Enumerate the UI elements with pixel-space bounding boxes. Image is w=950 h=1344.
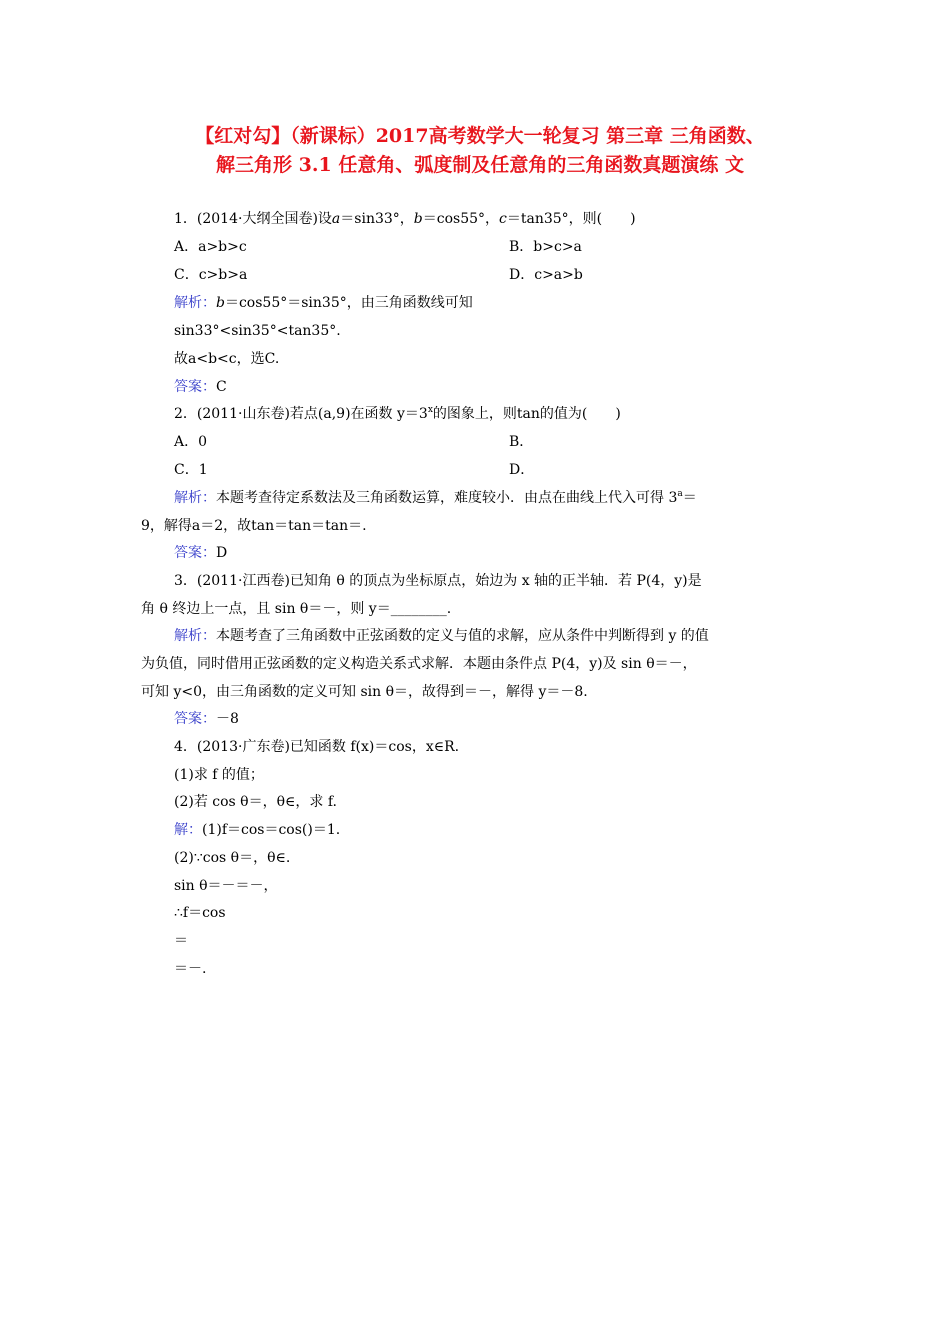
q2-option-d: D． (509, 462, 535, 478)
analysis-label: 解析： (174, 628, 216, 644)
title-line-2: 解三角形 3.1 任意角、弧度制及任意角的三角函数真题演练 文 (216, 154, 744, 176)
q4-solution-line-2: (2)∵cos θ＝，θ∈. (174, 850, 291, 866)
q1-option-c: C．c>b>a (174, 267, 248, 283)
q4-part-1: (1)求 f 的值； (174, 767, 264, 783)
q3-analysis-line-1: 解析：本题考查了三角函数中正弦函数的定义与值的求解，应从条件中判断得到 y 的值 (174, 628, 709, 644)
answer-label: 答案： (174, 711, 216, 727)
answer-label: 答案： (174, 545, 216, 561)
document-title (140, 122, 820, 180)
q1-option-b: B．b>c>a (509, 239, 582, 255)
q3-analysis-line-3: 可知 y<0，由三角函数的定义可知 sin θ＝，故得到＝－，解得 y＝－8. (141, 684, 588, 700)
q4-stem: 4．(2013·广东卷)已知函数 f(x)＝cos，x∈R. (174, 739, 460, 755)
q1-analysis-line-2: sin33°<sin35°<tan35°. (174, 323, 341, 339)
q1-answer: 答案：C (174, 379, 227, 395)
q4-solution-line-3: sin θ＝－＝－， (174, 878, 278, 894)
q1-option-a: A．a>b>c (174, 239, 247, 255)
q1-stem: 1．(2014·大纲全国卷)设a＝sin33°，b＝cos55°，c＝tan35°，则( ) (174, 211, 636, 227)
q2-analysis-line-2: 9，解得a＝2，故tan＝tan＝tan＝. (141, 518, 367, 534)
q3-stem-line-1: 3．(2011·江西卷)已知角 θ 的顶点为坐标原点，始边为 x 轴的正半轴．若 P(4，y)是 (174, 573, 702, 589)
analysis-label: 解析： (174, 295, 216, 311)
q4-solution-line-6: ＝－. (174, 961, 207, 977)
q4-solution-line-5: ＝ (174, 933, 188, 949)
q2-analysis-line-1: 解析：本题考查待定系数法及三角函数运算，难度较小．由点在曲线上代入可得 $3^a=$ (174, 489, 697, 506)
q2-option-b: B． (509, 434, 534, 450)
analysis-label: 解析： (174, 490, 216, 506)
q2-answer: 答案：D (174, 545, 228, 561)
q3-analysis-line-2: 为负值，同时借用正弦函数的定义构造关系式求解．本题由条件点 P(4，y)及 sin θ＝－， (141, 656, 697, 672)
q2-option-c: C．1 (174, 462, 208, 478)
q4-part-2: (2)若 cos θ＝，θ∈，求 f. (174, 794, 337, 810)
title-line-1: 【红对勾】（新课标）2017高考数学大一轮复习 第三章 三角函数、 (195, 125, 765, 147)
q4-solution-line-4: ∴f＝cos (174, 905, 226, 921)
q1-analysis-line-3: 故a<b<c，选C. (174, 351, 280, 367)
q1-option-d: D．c>a>b (509, 267, 583, 283)
q2-stem: 2．(2011·山东卷)若点(a,9)在函数 $y=3^x$的图象上，则tan的值为( ) (174, 405, 621, 422)
q1-analysis-line-1: 解析：b＝cos55°＝sin35°，由三角函数线可知 (174, 295, 473, 311)
q2-option-a: A．0 (174, 434, 208, 450)
q3-answer: 答案：－8 (174, 711, 239, 727)
solution-label: 解： (174, 822, 202, 838)
q3-stem-line-2: 角 θ 终边上一点，且 sin θ＝－，则 y＝________. (141, 601, 452, 617)
answer-label: 答案： (174, 379, 216, 395)
q4-solution-line-1: 解：(1)f＝cos＝cos()＝1. (174, 822, 341, 838)
